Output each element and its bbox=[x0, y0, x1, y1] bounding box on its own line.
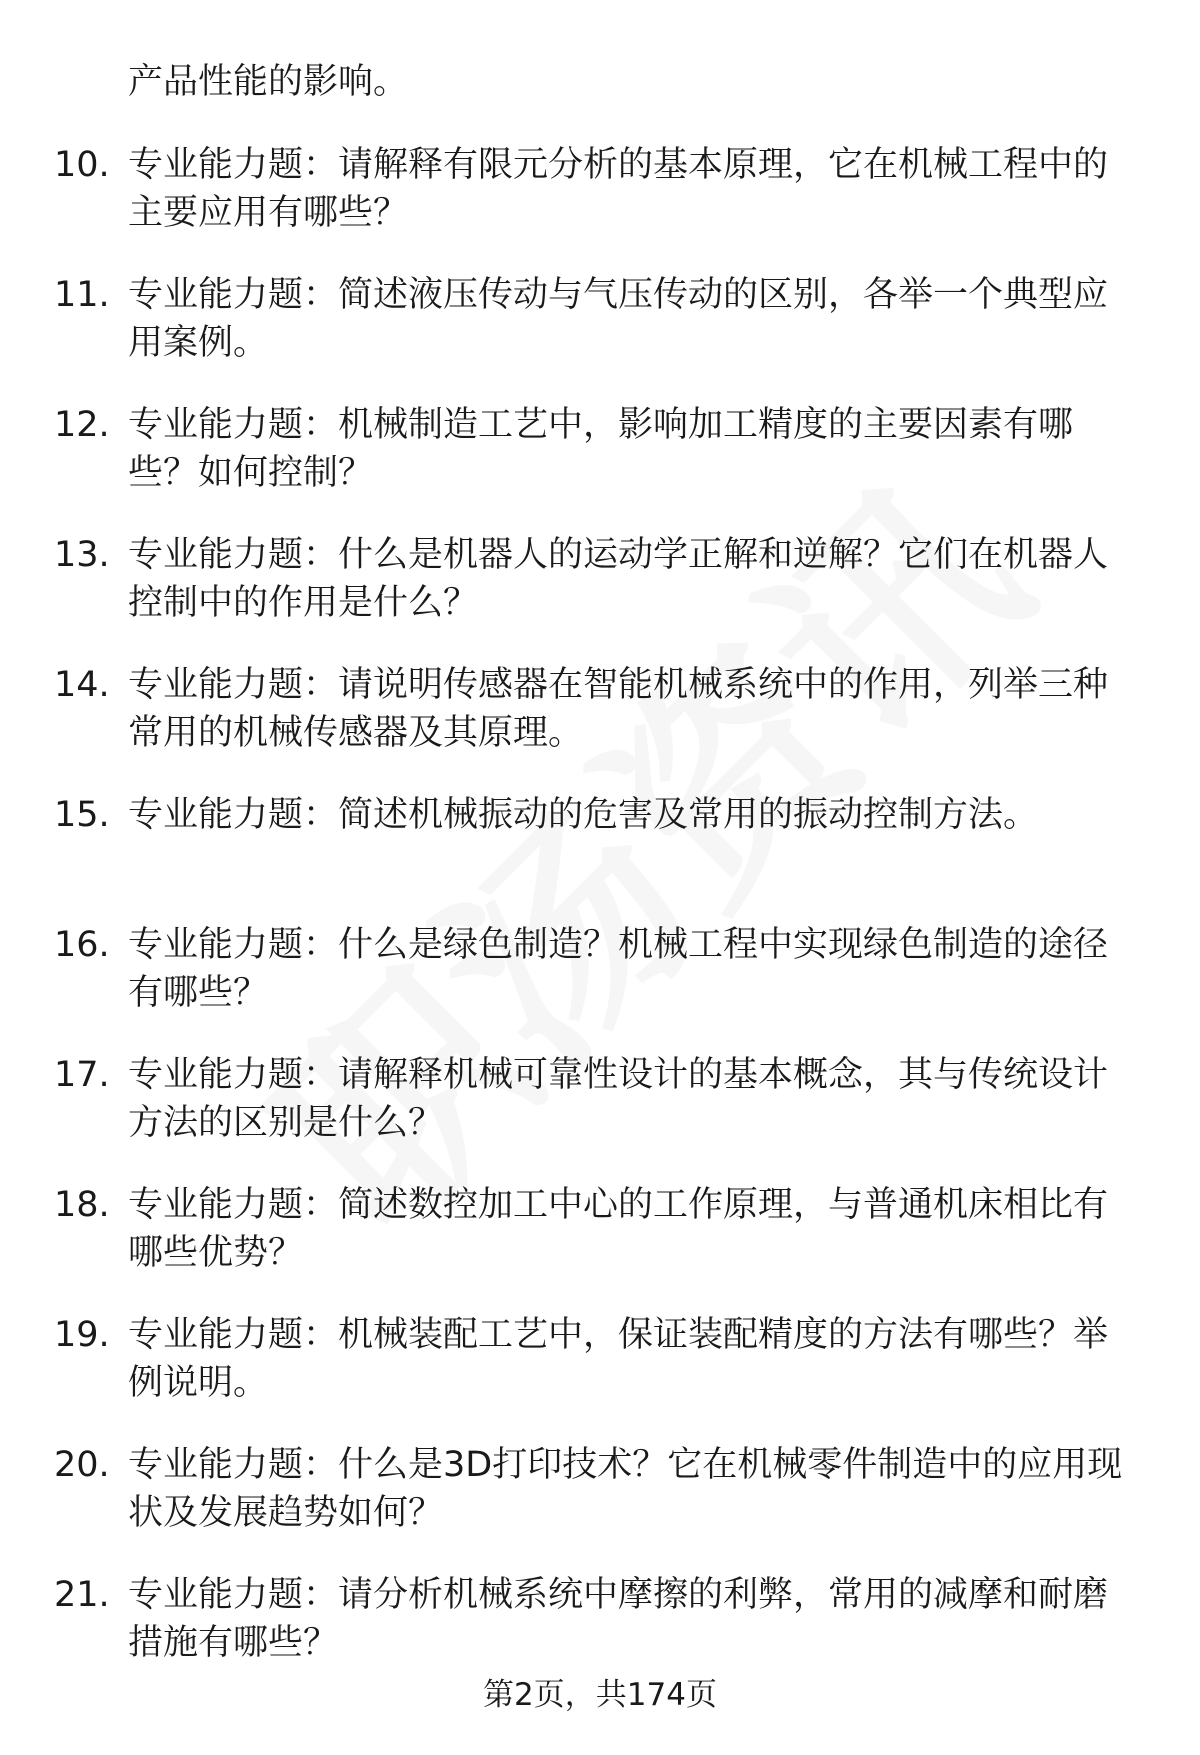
question-text-line: 专业能力题：什么是3D打印技术？它在机械零件制造中的应用现 bbox=[128, 1445, 1123, 1485]
question-text bbox=[128, 531, 1153, 627]
question-number: 21. bbox=[54, 1575, 110, 1615]
question-item bbox=[0, 791, 1200, 921]
question-item bbox=[0, 401, 1200, 531]
question-text-line: 专业能力题：什么是绿色制造？机械工程中实现绿色制造的途径 bbox=[128, 925, 1109, 965]
question-text-line: 措施有哪些？ bbox=[128, 1623, 339, 1663]
question-text-line: 专业能力题：机械装配工艺中，保证装配精度的方法有哪些？举 bbox=[128, 1315, 1109, 1355]
question-text-line: 专业能力题：简述机械振动的危害及常用的振动控制方法。 bbox=[128, 795, 1039, 835]
question-text bbox=[128, 1181, 1153, 1277]
question-text-line: 专业能力题：请说明传感器在智能机械系统中的作用，列举三种 bbox=[128, 665, 1109, 705]
question-item bbox=[0, 531, 1200, 661]
question-text-line: 专业能力题：什么是机器人的运动学正解和逆解？它们在机器人 bbox=[128, 535, 1109, 575]
question-text bbox=[128, 1051, 1153, 1147]
question-number: 15. bbox=[54, 795, 110, 835]
question-list bbox=[0, 141, 1200, 1701]
question-item bbox=[0, 271, 1200, 401]
carry-over-text: 产品性能的影响。 bbox=[128, 62, 409, 102]
question-number: 19. bbox=[54, 1315, 110, 1355]
question-number: 11. bbox=[54, 275, 110, 315]
question-number: 12. bbox=[54, 405, 110, 445]
question-item bbox=[0, 921, 1200, 1051]
question-item bbox=[0, 1181, 1200, 1311]
question-text-line: 控制中的作用是什么？ bbox=[128, 583, 479, 623]
question-number: 16. bbox=[54, 925, 110, 965]
question-item bbox=[0, 141, 1200, 271]
question-item bbox=[0, 1311, 1200, 1441]
question-text bbox=[128, 921, 1153, 1017]
question-text-line: 专业能力题：简述液压传动与气压传动的区别，各举一个典型应 bbox=[128, 275, 1109, 315]
question-text-line: 常用的机械传感器及其原理。 bbox=[128, 713, 584, 753]
question-number: 13. bbox=[54, 535, 110, 575]
question-text-line: 哪些优势？ bbox=[128, 1233, 304, 1273]
question-text-line: 例说明。 bbox=[128, 1363, 269, 1403]
question-text-line: 专业能力题：请解释有限元分析的基本原理，它在机械工程中的 bbox=[128, 145, 1109, 185]
question-text-line: 用案例。 bbox=[128, 323, 269, 363]
question-number: 10. bbox=[54, 145, 110, 185]
question-number: 20. bbox=[54, 1445, 110, 1485]
question-number: 18. bbox=[54, 1185, 110, 1225]
question-text bbox=[128, 401, 1153, 497]
question-text bbox=[128, 1441, 1153, 1537]
question-number: 14. bbox=[54, 665, 110, 705]
question-text-line: 主要应用有哪些？ bbox=[128, 193, 409, 233]
question-text-line: 些？如何控制？ bbox=[128, 453, 374, 493]
question-text bbox=[128, 271, 1153, 367]
question-text bbox=[128, 141, 1153, 237]
question-text bbox=[128, 1571, 1153, 1667]
question-text-line: 专业能力题：简述数控加工中心的工作原理，与普通机床相比有 bbox=[128, 1185, 1109, 1225]
question-text-line: 方法的区别是什么？ bbox=[128, 1103, 444, 1143]
question-text bbox=[128, 791, 1153, 839]
question-text-line: 状及发展趋势如何？ bbox=[128, 1493, 444, 1533]
page-footer: 第2页，共174页 bbox=[483, 1677, 717, 1713]
question-text bbox=[128, 661, 1153, 757]
question-item bbox=[0, 661, 1200, 791]
question-text-line: 专业能力题：机械制造工艺中，影响加工精度的主要因素有哪 bbox=[128, 405, 1074, 445]
question-text-line: 专业能力题：请解释机械可靠性设计的基本概念，其与传统设计 bbox=[128, 1055, 1109, 1095]
question-number: 17. bbox=[54, 1055, 110, 1095]
question-text-line: 专业能力题：请分析机械系统中摩擦的利弊，常用的减摩和耐磨 bbox=[128, 1575, 1109, 1615]
question-item bbox=[0, 1441, 1200, 1571]
question-item bbox=[0, 1051, 1200, 1181]
question-text bbox=[128, 1311, 1153, 1407]
question-text-line: 有哪些？ bbox=[128, 973, 269, 1013]
